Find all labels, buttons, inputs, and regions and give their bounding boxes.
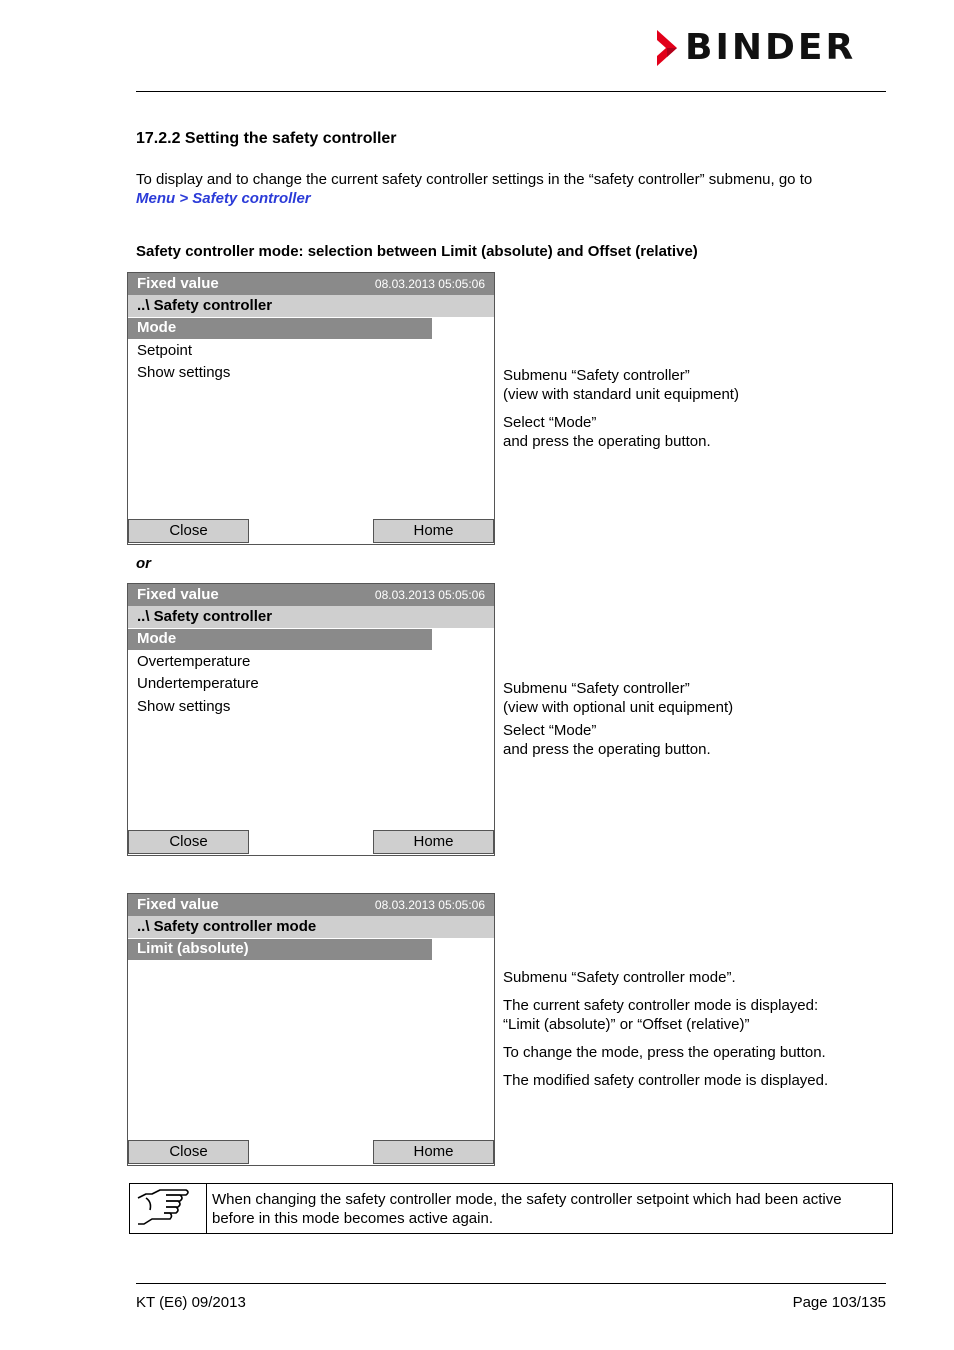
note-line: Select “Mode” <box>503 414 597 431</box>
pointing-hand-icon <box>130 1184 207 1233</box>
mode-selected[interactable] <box>128 939 432 960</box>
menu-item[interactable]: Setpoint <box>137 342 193 359</box>
screen-path: ..\ Safety controller <box>137 297 273 314</box>
screen-1-note <box>503 366 739 451</box>
menu-item[interactable]: Overtemperature <box>137 653 251 670</box>
home-button[interactable]: Home <box>373 1140 494 1164</box>
subheading: Safety controller mode: selection between Limit (absolute) and Offset (relative) <box>136 243 698 260</box>
brand-name: BINDER <box>685 27 857 68</box>
screen-2-note <box>503 679 733 759</box>
display-screen-3 <box>127 893 495 1166</box>
screen-title: Fixed value <box>137 896 219 913</box>
or-label: or <box>136 555 151 572</box>
home-button[interactable]: Home <box>373 830 494 854</box>
home-button[interactable]: Home <box>373 519 494 543</box>
menu-item-selected[interactable] <box>128 318 432 339</box>
note-line: (view with standard unit equipment) <box>503 386 739 403</box>
footer-page-number: Page 103/135 <box>792 1294 886 1311</box>
binder-logo <box>655 27 887 68</box>
display-screen-1 <box>127 272 495 545</box>
intro-paragraph <box>136 170 886 208</box>
note-line: (view with optional unit equipment) <box>503 699 734 716</box>
note-text: When changing the safety controller mode, the safety controller setpoint which had been active before in this mode becomes active again. <box>212 1191 842 1227</box>
screen-title-bar <box>128 894 494 916</box>
screen-title-bar <box>128 273 494 295</box>
note-line: Submenu “Safety controller” <box>503 367 690 384</box>
screen-path: ..\ Safety controller <box>137 608 273 625</box>
intro-text: To display and to change the current safety controller settings in the “safety controller” submenu, go to <box>136 171 813 188</box>
mode-label: Limit (absolute) <box>137 940 249 957</box>
screen-path-bar <box>128 606 494 628</box>
note-line: Submenu “Safety controller mode”. <box>503 969 736 986</box>
screen-datetime: 08.03.2013 05:05:06 <box>374 898 485 912</box>
note-line: and press the operating button. <box>503 433 711 450</box>
screen-title-bar <box>128 584 494 606</box>
menu-item[interactable]: Show settings <box>137 698 231 715</box>
note-line: Submenu “Safety controller” <box>503 680 690 697</box>
screen-datetime: 08.03.2013 05:05:06 <box>374 277 485 291</box>
screen-datetime: 08.03.2013 05:05:06 <box>374 588 485 602</box>
note-line: The current safety controller mode is displayed: <box>503 997 819 1014</box>
note-box <box>129 1183 893 1234</box>
menu-item-label: Mode <box>137 319 177 336</box>
screen-path: ..\ Safety controller mode <box>137 918 317 935</box>
menu-path-link: Menu > Safety controller <box>136 190 311 207</box>
note-line: To change the mode, press the operating button. <box>503 1044 826 1061</box>
note-line: The modified safety controller mode is displayed. <box>503 1072 829 1089</box>
note-line: “Limit (absolute)” or “Offset (relative)” <box>503 1016 750 1033</box>
close-button[interactable]: Close <box>128 1140 249 1164</box>
note-line: Select “Mode” <box>503 722 597 739</box>
menu-item-label: Mode <box>137 630 177 647</box>
screen-path-bar <box>128 916 494 938</box>
screen-path-bar <box>128 295 494 317</box>
binder-logo-icon <box>655 30 685 66</box>
close-button[interactable]: Close <box>128 830 249 854</box>
header-rule <box>136 91 886 92</box>
screen-title: Fixed value <box>137 586 219 603</box>
close-button[interactable]: Close <box>128 519 249 543</box>
note-line: and press the operating button. <box>503 741 711 758</box>
menu-item[interactable]: Undertemperature <box>137 675 259 692</box>
screen-title: Fixed value <box>137 275 219 292</box>
footer-document-id: KT (E6) 09/2013 <box>136 1294 246 1311</box>
screen-3-note <box>503 968 828 1090</box>
display-screen-2 <box>127 583 495 856</box>
section-title: 17.2.2 Setting the safety controller <box>136 130 397 147</box>
menu-item[interactable]: Show settings <box>137 364 231 381</box>
menu-item-selected[interactable] <box>128 629 432 650</box>
footer-rule <box>136 1283 886 1284</box>
